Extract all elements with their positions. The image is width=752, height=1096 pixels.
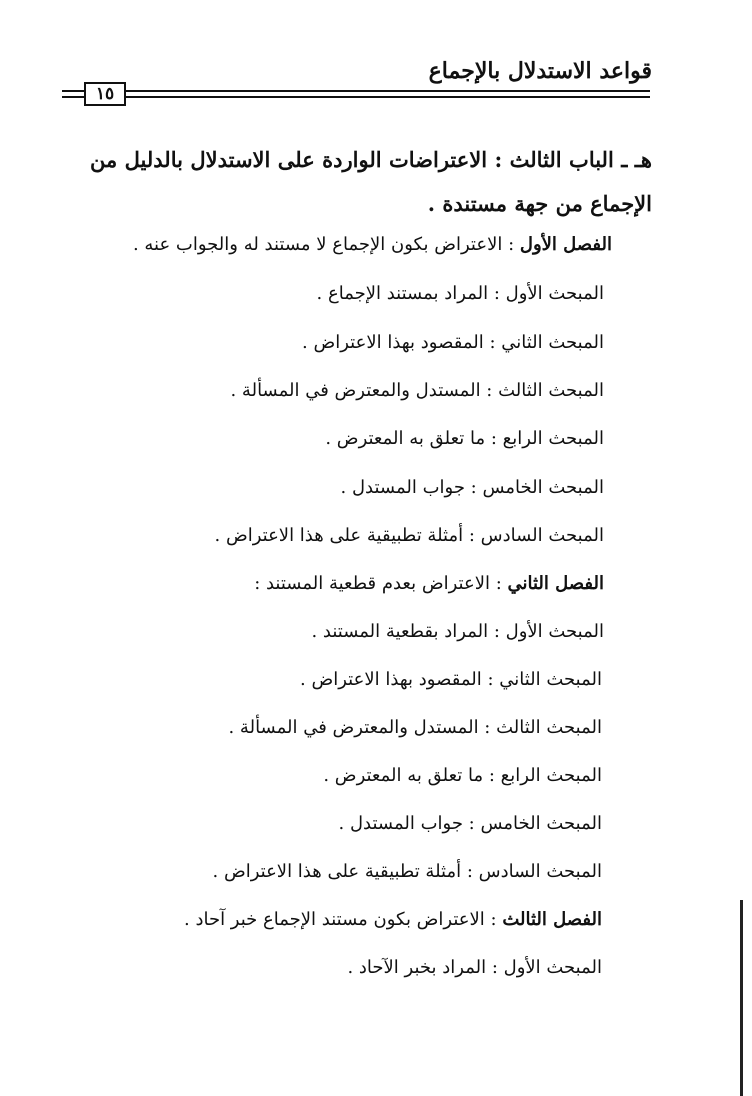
line-label: الفصل الثاني (507, 573, 604, 594)
line-text: الاعتراض بكون مستند الإجماع خبر آحاد . (184, 909, 485, 930)
section-heading: هـ ـ الباب الثالث : الاعتراضات الواردة على الاستدلال بالدليل من الإجماع من جهة مستندة . (90, 147, 652, 216)
line-label: المبحث الثالث (496, 717, 602, 738)
line-text: ما تعلق به المعترض . (323, 765, 484, 786)
line-text: المراد بقطعية المستند . (311, 621, 489, 642)
page-number: ١٥ (84, 82, 126, 106)
line-text: جواب المستدل . (340, 477, 465, 498)
line-text: المستدل والمعترض في المسألة . (230, 380, 481, 401)
section-line: المبحث الأول : المراد بخبر الآحاد . (347, 957, 602, 978)
section-line: المبحث الثاني : المقصود بهذا الاعتراض . (300, 669, 602, 690)
page-edge-shadow (740, 900, 743, 1096)
section-line: المبحث الثالث : المستدل والمعترض في المسألة . (230, 380, 604, 401)
line-text: أمثلة تطبيقية على هذا الاعتراض . (214, 525, 464, 546)
line-label: الفصل الثالث (502, 909, 602, 930)
line-text: جواب المستدل . (338, 813, 463, 834)
header-rule-right (126, 90, 650, 98)
section-line: المبحث الثالث : المستدل والمعترض في المسألة . (228, 717, 602, 738)
line-label: المبحث السادس (480, 525, 604, 546)
section-line: المبحث السادس : أمثلة تطبيقية على هذا الاعتراض . (212, 861, 602, 882)
line-label: المبحث الرابع (502, 428, 604, 449)
line-text: الاعتراض بعدم قطعية المستند : (254, 573, 490, 594)
line-label: المبحث الخامس (480, 813, 602, 834)
line-label: المبحث الأول (505, 283, 604, 304)
line-text: المراد بخبر الآحاد . (347, 957, 487, 978)
line-label: المبحث السادس (478, 861, 602, 882)
running-title: قواعد الاستدلال بالإجماع (428, 58, 652, 84)
section-line: المبحث الرابع : ما تعلق به المعترض . (323, 765, 602, 786)
line-label: المبحث الأول (503, 957, 602, 978)
section-line: المبحث الخامس : جواب المستدل . (338, 813, 602, 834)
line-label: الفصل الأول (519, 234, 612, 255)
line-text: أمثلة تطبيقية على هذا الاعتراض . (212, 861, 462, 882)
line-label: المبحث الأول (505, 621, 604, 642)
section-line: المبحث الثاني : المقصود بهذا الاعتراض . (302, 332, 604, 353)
chapter-line: الفصل الثاني : الاعتراض بعدم قطعية المستند : (254, 573, 604, 594)
chapter-line: الفصل الأول : الاعتراض بكون الإجماع لا مستند له والجواب عنه . (132, 234, 612, 255)
line-label: المبحث الثاني (501, 332, 604, 353)
line-label: المبحث الخامس (482, 477, 604, 498)
section-line: المبحث الأول : المراد بمستند الإجماع . (316, 283, 604, 304)
line-label: المبحث الثالث (498, 380, 604, 401)
line-text: المستدل والمعترض في المسألة . (228, 717, 479, 738)
line-label: المبحث الثاني (499, 669, 602, 690)
line-text: المقصود بهذا الاعتراض . (300, 669, 482, 690)
section-line: المبحث الخامس : جواب المستدل . (340, 477, 604, 498)
section-line: المبحث الأول : المراد بقطعية المستند . (311, 621, 604, 642)
line-text: ما تعلق به المعترض . (325, 428, 486, 449)
line-label: المبحث الرابع (500, 765, 602, 786)
header-rule-left (62, 90, 84, 98)
section-line: المبحث الرابع : ما تعلق به المعترض . (325, 428, 604, 449)
line-text: المراد بمستند الإجماع . (316, 283, 489, 304)
line-text: الاعتراض بكون الإجماع لا مستند له والجواب عنه . (132, 234, 503, 255)
section-line: المبحث السادس : أمثلة تطبيقية على هذا الاعتراض . (214, 525, 604, 546)
line-text: المقصود بهذا الاعتراض . (302, 332, 484, 353)
chapter-line: الفصل الثالث : الاعتراض بكون مستند الإجماع خبر آحاد . (184, 909, 602, 930)
